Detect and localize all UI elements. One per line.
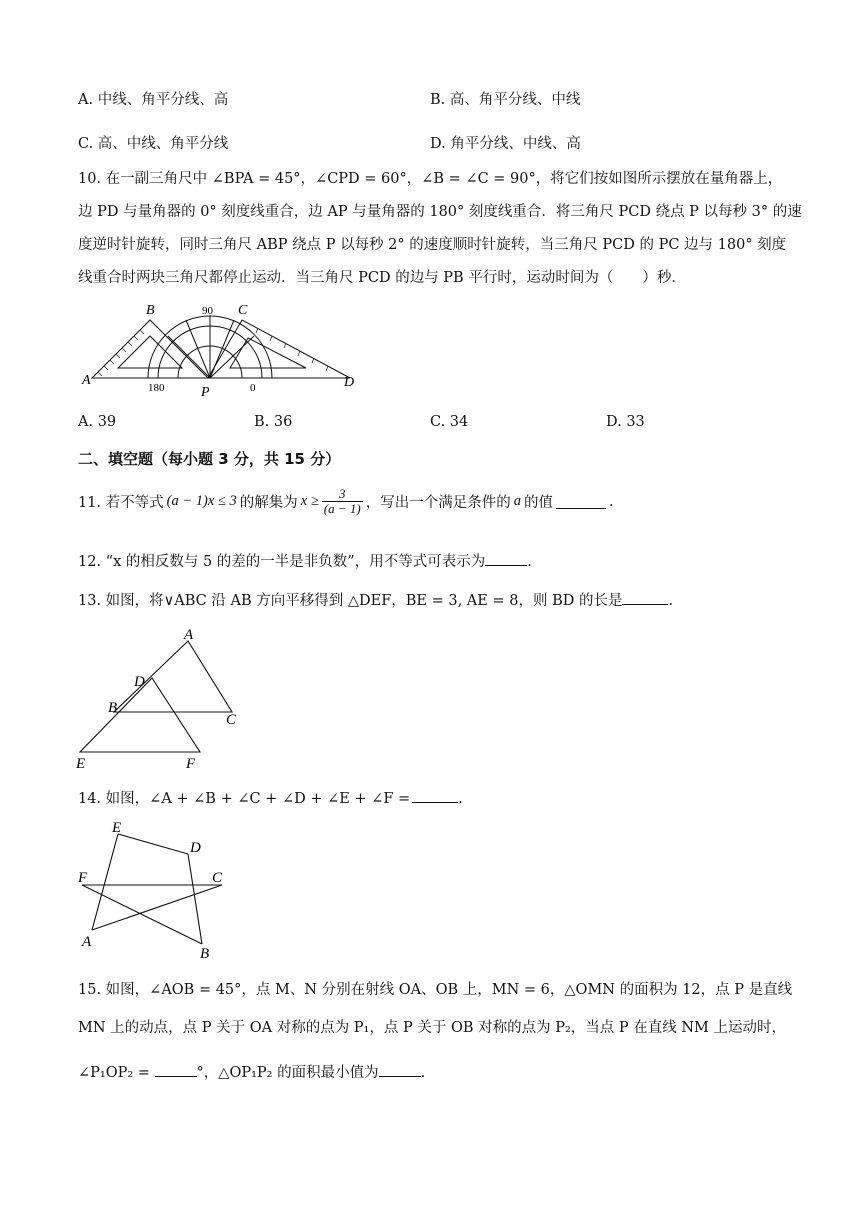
q15-area-text: °，△OP₁P₂ 的面积最小值为 xyxy=(196,1065,379,1081)
q11-end: 的值 xyxy=(523,495,553,512)
label-b: B xyxy=(200,946,210,960)
q12-dot: . xyxy=(527,554,532,570)
label-c: C xyxy=(226,712,237,728)
label-f: F xyxy=(186,756,196,772)
q11-suffix: ，写出一个满足条件的 xyxy=(365,495,511,512)
label-a: A xyxy=(184,627,194,643)
q15-angle-blank[interactable] xyxy=(155,1062,197,1077)
q9-option-c: C. 高、中线、角平分线 xyxy=(78,136,229,152)
q14-dot: . xyxy=(458,791,463,807)
q11-prefix: 11. 若不等式 xyxy=(78,495,164,512)
q11-mid: 的解集为 xyxy=(239,495,298,512)
q11 xyxy=(78,487,614,517)
label-p: P xyxy=(201,385,210,400)
q9-option-b: B. 高、角平分线、中线 xyxy=(430,92,581,108)
q13-text: 13. 如图，将∨ABC 沿 AB 方向平移得到 △DEF，BE = 3, AE = 8，则 BD 的长是 xyxy=(78,593,623,609)
label-d: D xyxy=(344,375,355,390)
q14-text: 14. 如图，∠A + ∠B + ∠C + ∠D + ∠E + ∠F = xyxy=(78,791,411,807)
q13 xyxy=(78,589,673,610)
label-c: C xyxy=(212,870,223,886)
q14 xyxy=(78,787,463,808)
q14-figure-star xyxy=(72,814,232,960)
label-d: D xyxy=(190,840,201,856)
q11-answer-blank[interactable] xyxy=(556,494,606,509)
q11-fraction-numerator: 3 xyxy=(322,487,363,502)
q11-var: a xyxy=(513,493,521,510)
q9-option-a: A. 中线、角平分线、高 xyxy=(78,92,229,108)
q15-area-blank[interactable] xyxy=(379,1062,421,1077)
q13-dot: . xyxy=(668,593,674,609)
q13-figure-translation xyxy=(70,624,250,772)
q15-line-1: 15. 如图，∠AOB = 45°，点 M、N 分别在射线 OA、OB 上，MN = 6，△OMN 的面积为 12，点 P 是直线 xyxy=(78,982,793,998)
q15-dot: . xyxy=(420,1065,426,1081)
tick-180: 180 xyxy=(148,382,165,394)
tick-0: 0 xyxy=(250,382,256,394)
q10-line-2: 边 PD 与量角器的 0° 刻度线重合，边 AP 与量角器的 180° 刻度线重合．将三角尺 PCD 绕点 P 以每秒 3° 的速 xyxy=(78,204,802,220)
section-2-heading: 二、填空题（每小题 3 分，共 15 分） xyxy=(78,450,341,468)
q11-dot: . xyxy=(608,493,614,510)
label-a: A xyxy=(82,934,92,950)
q10-line-1: 10. 在一副三角尺中 ∠BPA = 45°，∠CPD = 60°，∠B = ∠C = 90°，将它们按如图所示摆放在量角器上， xyxy=(78,171,783,187)
q12-answer-blank[interactable] xyxy=(485,551,527,566)
q15-line-2: MN 上的动点，点 P 关于 OA 对称的点为 P₁，点 P 关于 OB 对称的点为 P₂，当点 P 在直线 NM 上运动时， xyxy=(78,1020,787,1036)
label-e: E xyxy=(112,820,122,836)
q9-option-d: D. 角平分线、中线、高 xyxy=(430,136,581,152)
q15-line-3 xyxy=(78,1061,425,1082)
q13-answer-blank[interactable] xyxy=(622,590,668,605)
q10-option-b: B. 36 xyxy=(254,414,293,430)
label-d: D xyxy=(134,674,145,690)
q12 xyxy=(78,550,532,571)
q15-angle-expression: ∠P₁OP₂ = xyxy=(78,1065,150,1081)
q12-text: 12. “x 的相反数与 5 的差的一半是非负数”，用不等式可表示为 xyxy=(78,554,486,570)
tick-90: 90 xyxy=(202,305,213,317)
label-e: E xyxy=(76,756,86,772)
q10-option-d: D. 33 xyxy=(606,414,645,430)
q11-inequality: (a − 1)x ≤ 3 xyxy=(166,493,237,510)
q10-option-c: C. 34 xyxy=(430,414,469,430)
q10-line-3: 度逆时针旋转，同时三角尺 ABP 绕点 P 以每秒 2° 的速度顺时针旋转，当三角尺 PCD 的 PC 边与 180° 刻度 xyxy=(78,237,787,253)
q10-figure-protractor xyxy=(78,298,368,400)
label-b: B xyxy=(108,700,118,716)
q11-fraction-denominator: (a − 1) xyxy=(323,501,361,517)
q10-line-4: 线重合时两块三角尺都停止运动．当三角尺 PCD 的边与 PB 平行时，运动时间为（ ）秒． xyxy=(78,270,686,286)
label-c: C xyxy=(238,303,248,318)
q11-fraction xyxy=(322,487,363,517)
label-b: B xyxy=(146,303,155,318)
q11-solution-lhs: x ≥ xyxy=(300,493,319,510)
label-f: F xyxy=(78,870,88,886)
label-a: A xyxy=(82,373,91,388)
q14-answer-blank[interactable] xyxy=(412,788,458,803)
q10-option-a: A. 39 xyxy=(78,414,117,430)
